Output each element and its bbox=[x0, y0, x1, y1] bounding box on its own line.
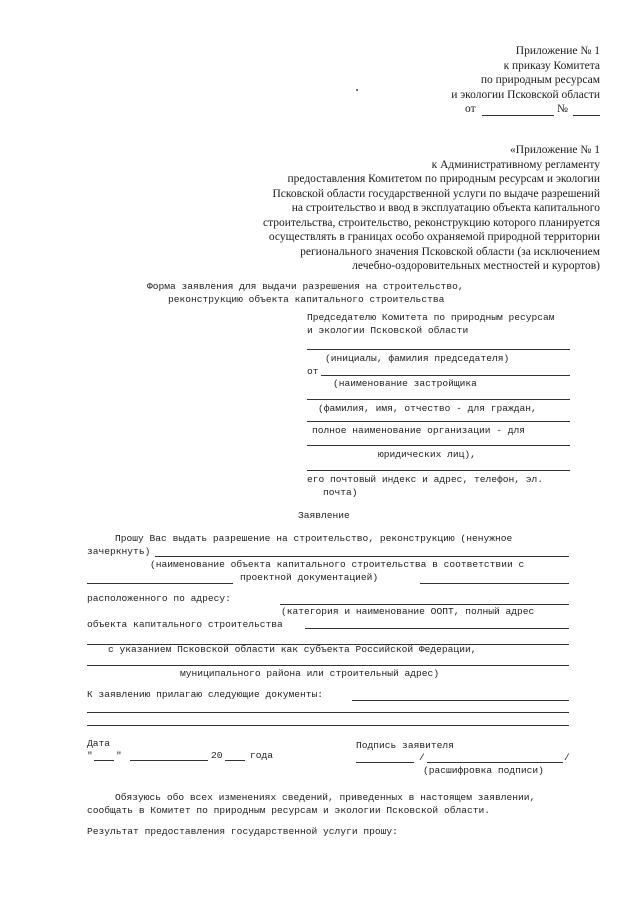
date-quote-open: " bbox=[87, 750, 93, 761]
located-label: расположенного по адресу: bbox=[87, 593, 231, 604]
from-label: от bbox=[307, 366, 319, 377]
hint-category: объекта капитального строительства bbox=[87, 619, 283, 630]
contacts-field[interactable] bbox=[307, 470, 570, 471]
regulation-line: лечебно-оздоровительных местностей и курортов) bbox=[352, 260, 600, 272]
attachments-field-3[interactable] bbox=[87, 725, 569, 726]
request-text: зачеркнуть) bbox=[87, 546, 151, 557]
object-name-field-3[interactable] bbox=[420, 583, 569, 584]
developer-field-2[interactable] bbox=[307, 399, 570, 400]
object-name-field[interactable] bbox=[155, 556, 569, 557]
hint-developer: (наименование застройщика bbox=[333, 378, 477, 389]
year-suffix: года bbox=[250, 750, 274, 761]
result-label: Результат предоставления государственной услуги прошу: bbox=[87, 826, 398, 837]
order-number-sign: № bbox=[557, 103, 568, 115]
hint-org: полное наименование организации - для bbox=[312, 425, 526, 436]
regulation-line: предоставления Комитетом по природным ресурсам и экологии bbox=[287, 173, 600, 185]
developer-field-4[interactable] bbox=[307, 445, 570, 446]
signature-slash: / bbox=[564, 752, 570, 763]
order-date-prefix: от bbox=[465, 103, 476, 115]
regulation-line: строительства, строительство, реконструкцию которого планируется bbox=[262, 216, 600, 229]
date-month-field[interactable] bbox=[130, 760, 208, 761]
obligation-text: сообщать в Комитет по природным ресурсам и экологии Псковской области. bbox=[87, 805, 491, 816]
appendix-order-line: и экологии Псковской области bbox=[451, 88, 600, 101]
appendix-order-line: по природным ресурсам bbox=[480, 74, 600, 86]
hint-decode: (расшифровка подписи) bbox=[423, 765, 544, 776]
addressee-line: и экологии Псковской области bbox=[307, 325, 469, 336]
appendix-regulation bbox=[263, 143, 600, 274]
obligation-text: Обязуюсь обо всех изменениях сведений, приведенных в настоящем заявлении, bbox=[115, 792, 536, 803]
developer-field[interactable] bbox=[321, 375, 570, 376]
date-label: Дата bbox=[87, 738, 111, 749]
chairman-name-field[interactable] bbox=[307, 349, 570, 350]
regulation-line: осуществлять в границах особо охраняемой природной территории bbox=[268, 231, 600, 243]
hint-object: (наименование объекта капитального строительства в соответствии с bbox=[150, 559, 525, 570]
attachments-label: К заявлению прилагаю следующие документы: bbox=[87, 689, 324, 700]
date-day-field[interactable] bbox=[94, 760, 114, 761]
regulation-line: Псковской области государственной услуги по выдаче разрешений bbox=[272, 187, 600, 200]
signature-decode-field[interactable] bbox=[427, 762, 563, 763]
order-date-blank bbox=[482, 115, 554, 116]
hint-contacts: его почтовый индекс и адрес, телефон, эл. bbox=[307, 474, 544, 485]
appendix-order-line: к приказу Комитета bbox=[503, 59, 600, 72]
signature-slash: / bbox=[419, 752, 425, 763]
hint-contacts: почта) bbox=[323, 487, 358, 498]
hint-chairman: (инициалы, фамилия председателя) bbox=[325, 353, 510, 364]
signature-label: Подпись заявителя bbox=[356, 740, 454, 751]
date-quote-close: " bbox=[116, 750, 122, 761]
hint-names: (фамилия, имя, отчество - для граждан, bbox=[318, 403, 537, 414]
signature-field[interactable] bbox=[356, 762, 414, 763]
hint-region: с указанием Псковской области как субъекта Российской Федерации, bbox=[108, 644, 477, 655]
address-field-2[interactable] bbox=[305, 628, 569, 629]
developer-field-3[interactable] bbox=[307, 421, 570, 422]
object-name-field-2[interactable] bbox=[87, 583, 233, 584]
hint-object: проектной документацией) bbox=[240, 572, 379, 583]
scan-speck bbox=[356, 89, 358, 91]
regulation-line: «Приложение № 1 bbox=[510, 144, 600, 156]
form-title bbox=[147, 280, 464, 306]
form-title-line: реконструкцию объекта капитального строительства bbox=[168, 294, 445, 305]
statement-heading: Заявление bbox=[298, 510, 350, 521]
attachments-field-2[interactable] bbox=[87, 712, 569, 713]
appendix-order-line: Приложение № 1 bbox=[515, 45, 600, 57]
appendix-order bbox=[451, 44, 600, 102]
address-field-4[interactable] bbox=[87, 665, 569, 666]
request-text: Прошу Вас выдать разрешение на строительство, реконструкцию (ненужное bbox=[115, 533, 513, 544]
regulation-line: к Административному регламенту bbox=[431, 158, 600, 171]
regulation-line: регионального значения Псковской области (за исключением bbox=[300, 245, 600, 258]
attachments-field[interactable] bbox=[352, 700, 569, 701]
date-year-field[interactable] bbox=[225, 760, 245, 761]
order-number-blank bbox=[573, 115, 600, 116]
hint-category: (категория и наименование ООПТ, полный адрес bbox=[281, 606, 535, 617]
form-title-line: Форма заявления для выдачи разрешения на строительство, bbox=[147, 281, 464, 292]
hint-district: муниципального района или строительный адрес) bbox=[180, 668, 440, 679]
year-prefix: 20 bbox=[211, 750, 223, 761]
addressee-line: Председателю Комитета по природным ресурсам bbox=[307, 312, 555, 323]
regulation-line: на строительство и ввод в эксплуатацию объекта капитального bbox=[291, 202, 600, 214]
hint-legal: юридических лиц), bbox=[378, 449, 476, 460]
